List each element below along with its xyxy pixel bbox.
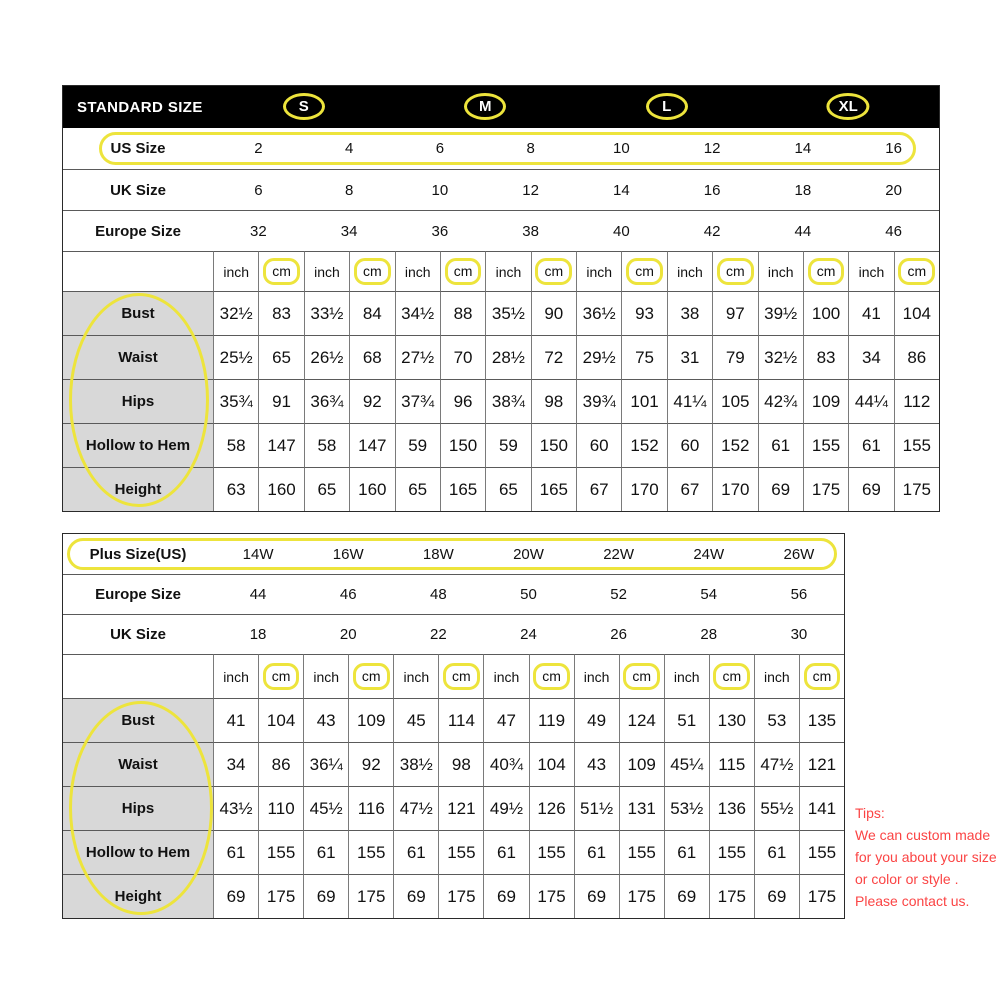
measurement-value: 61 xyxy=(848,423,893,467)
size-value: 22 xyxy=(393,614,483,654)
measurement-value: 160 xyxy=(258,467,303,511)
inch-unit: inch xyxy=(223,263,250,280)
measurement-value: 147 xyxy=(349,423,394,467)
measurement-value: 43 xyxy=(574,742,619,786)
measurement-value: 61 xyxy=(483,830,528,874)
cm-unit-highlighted: cm xyxy=(533,663,570,689)
measurement-value: 67 xyxy=(576,467,621,511)
measurement-value: 28½ xyxy=(485,335,530,379)
measurement-value: 165 xyxy=(440,467,485,511)
size-value: 18W xyxy=(422,545,454,563)
measurement-value: 109 xyxy=(619,742,664,786)
inch-unit: inch xyxy=(764,668,790,685)
size-value: 20W xyxy=(513,545,544,563)
row-label-waist: Waist xyxy=(63,742,213,786)
measurement-value: 150 xyxy=(531,423,576,467)
cm-unit-highlighted: cm xyxy=(354,258,391,284)
unit-cell xyxy=(758,251,803,291)
measurement-value: 91 xyxy=(258,379,303,423)
measurement-value: 98 xyxy=(438,742,483,786)
row-label-hollow-to-hem: Hollow to Hem xyxy=(63,423,213,467)
measurement-value: 65 xyxy=(485,467,530,511)
measurement-value: 84 xyxy=(349,291,394,335)
measurement-value: 65 xyxy=(395,467,440,511)
inch-unit: inch xyxy=(495,263,522,280)
measurement-value: 121 xyxy=(438,786,483,830)
measurement-value: 45½ xyxy=(303,786,348,830)
measurement-value: 104 xyxy=(894,291,939,335)
measurement-value: 49½ xyxy=(483,786,528,830)
unit-cell xyxy=(485,251,530,291)
size-value: 28 xyxy=(664,614,754,654)
measurement-value: 72 xyxy=(531,335,576,379)
measurement-value: 155 xyxy=(894,423,939,467)
measurement-value: 47 xyxy=(483,698,528,742)
measurement-value: 100 xyxy=(803,291,848,335)
unit-cell xyxy=(348,654,393,698)
unit-cell xyxy=(213,251,258,291)
unit-cell xyxy=(712,251,757,291)
size-group-s: S xyxy=(283,93,325,120)
measurement-value: 110 xyxy=(258,786,303,830)
size-value: 52 xyxy=(574,574,664,614)
measurement-value: 104 xyxy=(258,698,303,742)
inch-unit: inch xyxy=(767,263,794,280)
cm-unit-highlighted: cm xyxy=(898,258,935,284)
row-label-us-size: US Size xyxy=(110,140,166,157)
cm-unit-highlighted: cm xyxy=(353,663,390,689)
measurement-value: 51½ xyxy=(574,786,619,830)
measurement-value: 69 xyxy=(848,467,893,511)
unit-cell xyxy=(574,654,619,698)
measurement-value: 141 xyxy=(799,786,844,830)
measurement-value: 175 xyxy=(438,874,483,918)
inch-unit: inch xyxy=(858,263,885,280)
measurement-value: 155 xyxy=(348,830,393,874)
measurement-value: 155 xyxy=(799,830,844,874)
measurement-value: 65 xyxy=(258,335,303,379)
measurement-value: 69 xyxy=(303,874,348,918)
size-value: 6 xyxy=(435,140,445,157)
measurement-value: 79 xyxy=(712,335,757,379)
measurement-value: 39½ xyxy=(758,291,803,335)
plus-size-grid xyxy=(63,534,844,918)
cm-unit-highlighted: cm xyxy=(263,258,300,284)
row-label-units-empty xyxy=(63,654,213,698)
size-value: 18 xyxy=(213,614,303,654)
measurement-value: 49 xyxy=(574,698,619,742)
standard-size-header xyxy=(63,86,939,128)
unit-cell xyxy=(754,654,799,698)
size-group-xl: XL xyxy=(827,93,870,120)
size-value: 12 xyxy=(703,140,721,157)
measurement-value: 61 xyxy=(754,830,799,874)
measurement-value: 60 xyxy=(667,423,712,467)
unit-cell xyxy=(576,251,621,291)
measurement-value: 43½ xyxy=(213,786,258,830)
unit-cell xyxy=(529,654,574,698)
measurement-value: 44¼ xyxy=(848,379,893,423)
measurement-value: 147 xyxy=(258,423,303,467)
measurement-value: 121 xyxy=(799,742,844,786)
measurement-value: 32½ xyxy=(213,291,258,335)
measurement-value: 152 xyxy=(621,423,666,467)
tips-line: We can custom made xyxy=(855,827,991,843)
measurement-value: 135 xyxy=(799,698,844,742)
standard-size-grid xyxy=(63,128,939,511)
size-value: 16W xyxy=(332,545,364,563)
measurement-value: 83 xyxy=(258,291,303,335)
measurement-value: 38 xyxy=(667,291,712,335)
measurement-value: 70 xyxy=(440,335,485,379)
measurement-value: 61 xyxy=(664,830,709,874)
measurement-value: 53½ xyxy=(664,786,709,830)
size-value: 30 xyxy=(754,614,844,654)
measurement-value: 59 xyxy=(485,423,530,467)
inch-unit: inch xyxy=(314,263,340,280)
unit-cell xyxy=(393,654,438,698)
row-label-europe-size: Europe Size xyxy=(63,210,213,251)
measurement-value: 124 xyxy=(619,698,664,742)
inch-unit: inch xyxy=(677,263,703,280)
inch-unit: inch xyxy=(583,668,610,685)
measurement-value: 155 xyxy=(529,830,574,874)
measurement-value: 36½ xyxy=(576,291,621,335)
tips-note xyxy=(855,802,1000,912)
unit-cell xyxy=(258,251,303,291)
measurement-value: 175 xyxy=(619,874,664,918)
row-label-plus-size-us: Plus Size(US) xyxy=(89,545,187,563)
cm-unit-highlighted: cm xyxy=(626,258,663,284)
measurement-value: 35¾ xyxy=(213,379,258,423)
measurement-value: 101 xyxy=(621,379,666,423)
unit-cell xyxy=(349,251,394,291)
size-value: 4 xyxy=(344,140,354,157)
measurement-value: 90 xyxy=(531,291,576,335)
measurement-value: 27½ xyxy=(395,335,440,379)
measurement-value: 86 xyxy=(258,742,303,786)
row-label-hips: Hips xyxy=(63,786,213,830)
unit-cell xyxy=(395,251,440,291)
inch-unit: inch xyxy=(403,668,430,685)
measurement-value: 34 xyxy=(213,742,258,786)
measurement-value: 119 xyxy=(529,698,574,742)
measurement-value: 69 xyxy=(754,874,799,918)
measurement-value: 69 xyxy=(393,874,438,918)
size-value: 44 xyxy=(213,574,303,614)
measurement-value: 45 xyxy=(393,698,438,742)
measurement-value: 160 xyxy=(349,467,394,511)
tips-line: or color or style . xyxy=(855,871,959,887)
measurement-value: 92 xyxy=(349,379,394,423)
measurement-value: 47½ xyxy=(393,786,438,830)
row-label-bust: Bust xyxy=(63,291,213,335)
row-label-height: Height xyxy=(63,874,213,918)
measurement-value: 45¼ xyxy=(664,742,709,786)
unit-cell xyxy=(483,654,528,698)
unit-cell xyxy=(803,251,848,291)
measurement-value: 40¾ xyxy=(483,742,528,786)
measurement-value: 86 xyxy=(894,335,939,379)
size-group-l: L xyxy=(646,93,688,120)
size-value: 22W xyxy=(603,545,635,563)
measurement-value: 175 xyxy=(709,874,754,918)
size-value: 24W xyxy=(693,545,725,563)
size-value: 56 xyxy=(754,574,844,614)
measurement-value: 109 xyxy=(348,698,393,742)
unit-cell xyxy=(664,654,709,698)
inch-unit: inch xyxy=(223,668,249,685)
row-label-uk-size: UK Size xyxy=(63,614,213,654)
measurement-value: 61 xyxy=(213,830,258,874)
size-value: 46 xyxy=(303,574,393,614)
size-value: 24 xyxy=(483,614,573,654)
measurement-value: 25½ xyxy=(213,335,258,379)
measurement-value: 36¾ xyxy=(304,379,349,423)
measurement-value: 41¼ xyxy=(667,379,712,423)
measurement-value: 36¼ xyxy=(303,742,348,786)
measurement-value: 105 xyxy=(712,379,757,423)
measurement-value: 83 xyxy=(803,335,848,379)
measurement-value: 96 xyxy=(440,379,485,423)
measurement-value: 68 xyxy=(349,335,394,379)
inch-unit: inch xyxy=(404,263,431,280)
measurement-value: 165 xyxy=(531,467,576,511)
measurement-value: 126 xyxy=(529,786,574,830)
size-value: 16 xyxy=(667,169,758,210)
measurement-value: 34½ xyxy=(395,291,440,335)
tips-line: Please contact us. xyxy=(855,893,970,909)
row-label-uk-size: UK Size xyxy=(63,169,213,210)
measurement-value: 53 xyxy=(754,698,799,742)
plus-size-table xyxy=(62,533,845,919)
size-value: 42 xyxy=(667,210,758,251)
measurement-value: 97 xyxy=(712,291,757,335)
cm-unit-highlighted: cm xyxy=(445,258,482,284)
measurement-value: 55½ xyxy=(754,786,799,830)
size-value: 8 xyxy=(526,140,535,157)
size-value: 32 xyxy=(213,210,304,251)
inch-unit: inch xyxy=(493,668,520,685)
measurement-value: 131 xyxy=(619,786,664,830)
measurement-value: 93 xyxy=(621,291,666,335)
measurement-value: 116 xyxy=(348,786,393,830)
measurement-value: 33½ xyxy=(304,291,349,335)
measurement-value: 69 xyxy=(664,874,709,918)
size-value: 12 xyxy=(485,169,576,210)
measurement-value: 69 xyxy=(574,874,619,918)
measurement-value: 41 xyxy=(848,291,893,335)
row-label-hips: Hips xyxy=(63,379,213,423)
measurement-value: 136 xyxy=(709,786,754,830)
cm-unit-highlighted: cm xyxy=(713,663,750,689)
measurement-value: 31 xyxy=(667,335,712,379)
size-value: 18 xyxy=(758,169,849,210)
measurement-value: 63 xyxy=(213,467,258,511)
cm-unit-highlighted: cm xyxy=(443,663,480,689)
measurement-value: 155 xyxy=(803,423,848,467)
measurement-value: 47½ xyxy=(754,742,799,786)
measurement-value: 65 xyxy=(304,467,349,511)
measurement-value: 26½ xyxy=(304,335,349,379)
unit-cell xyxy=(621,251,666,291)
measurement-value: 155 xyxy=(438,830,483,874)
measurement-value: 38¾ xyxy=(485,379,530,423)
measurement-value: 37¾ xyxy=(395,379,440,423)
unit-cell xyxy=(440,251,485,291)
measurement-value: 60 xyxy=(576,423,621,467)
measurement-value: 175 xyxy=(803,467,848,511)
measurement-value: 175 xyxy=(258,874,303,918)
measurement-value: 175 xyxy=(799,874,844,918)
size-value: 20 xyxy=(303,614,393,654)
row-label-height: Height xyxy=(63,467,213,511)
measurement-value: 58 xyxy=(304,423,349,467)
unit-cell xyxy=(619,654,664,698)
row-label-bust: Bust xyxy=(63,698,213,742)
cm-unit-highlighted: cm xyxy=(535,258,572,284)
size-value: 48 xyxy=(393,574,483,614)
measurement-value: 92 xyxy=(348,742,393,786)
measurement-value: 61 xyxy=(303,830,348,874)
measurement-value: 69 xyxy=(758,467,803,511)
size-value: 6 xyxy=(213,169,304,210)
inch-unit: inch xyxy=(673,668,700,685)
measurement-value: 38½ xyxy=(393,742,438,786)
cm-unit-highlighted: cm xyxy=(804,663,841,689)
measurement-value: 59 xyxy=(395,423,440,467)
standard-size-table xyxy=(62,85,940,512)
size-value: 54 xyxy=(664,574,754,614)
measurement-value: 155 xyxy=(709,830,754,874)
measurement-value: 112 xyxy=(894,379,939,423)
size-value: 14 xyxy=(576,169,667,210)
size-value: 10 xyxy=(395,169,486,210)
measurement-value: 61 xyxy=(758,423,803,467)
size-value: 26W xyxy=(783,545,815,563)
size-value: 38 xyxy=(485,210,576,251)
unit-cell xyxy=(303,654,348,698)
inch-unit: inch xyxy=(313,668,340,685)
size-value: 36 xyxy=(395,210,486,251)
measurement-value: 98 xyxy=(531,379,576,423)
size-value: 14 xyxy=(794,140,812,157)
size-value: 40 xyxy=(576,210,667,251)
measurement-value: 75 xyxy=(621,335,666,379)
unit-cell xyxy=(438,654,483,698)
tips-title: Tips: xyxy=(855,805,885,821)
row-label-waist: Waist xyxy=(63,335,213,379)
measurement-value: 43 xyxy=(303,698,348,742)
measurement-value: 34 xyxy=(848,335,893,379)
measurement-value: 41 xyxy=(213,698,258,742)
measurement-value: 114 xyxy=(438,698,483,742)
cm-unit-highlighted: cm xyxy=(808,258,845,284)
measurement-value: 69 xyxy=(483,874,528,918)
unit-cell xyxy=(894,251,939,291)
measurement-value: 88 xyxy=(440,291,485,335)
measurement-value: 39¾ xyxy=(576,379,621,423)
measurement-value: 69 xyxy=(213,874,258,918)
measurement-value: 35½ xyxy=(485,291,530,335)
measurement-value: 175 xyxy=(894,467,939,511)
measurement-value: 152 xyxy=(712,423,757,467)
size-group-m: M xyxy=(464,93,506,120)
unit-cell xyxy=(799,654,844,698)
measurement-value: 130 xyxy=(709,698,754,742)
measurement-value: 58 xyxy=(213,423,258,467)
row-label-units-empty xyxy=(63,251,213,291)
size-value: 16 xyxy=(885,140,902,157)
size-value: 2 xyxy=(254,140,263,157)
row-label-europe-size: Europe Size xyxy=(63,574,213,614)
size-value: 50 xyxy=(483,574,573,614)
measurement-value: 155 xyxy=(258,830,303,874)
measurement-value: 150 xyxy=(440,423,485,467)
unit-cell xyxy=(709,654,754,698)
size-value: 26 xyxy=(574,614,664,654)
cm-unit-highlighted: cm xyxy=(717,258,754,284)
cm-unit-highlighted: cm xyxy=(623,663,660,689)
measurement-value: 42¾ xyxy=(758,379,803,423)
cm-unit-highlighted: cm xyxy=(263,663,300,689)
tips-line: for you about your size xyxy=(855,849,997,865)
unit-cell xyxy=(531,251,576,291)
measurement-value: 104 xyxy=(529,742,574,786)
measurement-value: 67 xyxy=(667,467,712,511)
measurement-value: 170 xyxy=(621,467,666,511)
measurement-value: 29½ xyxy=(576,335,621,379)
measurement-value: 61 xyxy=(574,830,619,874)
standard-size-title: STANDARD SIZE xyxy=(77,98,203,116)
size-value: 8 xyxy=(304,169,395,210)
measurement-value: 170 xyxy=(712,467,757,511)
size-value: 10 xyxy=(613,140,630,157)
measurement-value: 61 xyxy=(393,830,438,874)
size-value: 20 xyxy=(848,169,939,210)
measurement-value: 32½ xyxy=(758,335,803,379)
unit-cell xyxy=(213,654,258,698)
measurement-value: 109 xyxy=(803,379,848,423)
row-label-hollow-to-hem: Hollow to Hem xyxy=(63,830,213,874)
inch-unit: inch xyxy=(586,263,613,280)
measurement-value: 115 xyxy=(709,742,754,786)
measurement-value: 175 xyxy=(348,874,393,918)
size-value: 34 xyxy=(304,210,395,251)
size-value: 44 xyxy=(758,210,849,251)
unit-cell xyxy=(258,654,303,698)
size-value: 46 xyxy=(848,210,939,251)
measurement-value: 155 xyxy=(619,830,664,874)
unit-cell xyxy=(667,251,712,291)
size-value: 14W xyxy=(242,545,274,563)
measurement-value: 175 xyxy=(529,874,574,918)
unit-cell xyxy=(848,251,893,291)
unit-cell xyxy=(304,251,349,291)
measurement-value: 51 xyxy=(664,698,709,742)
